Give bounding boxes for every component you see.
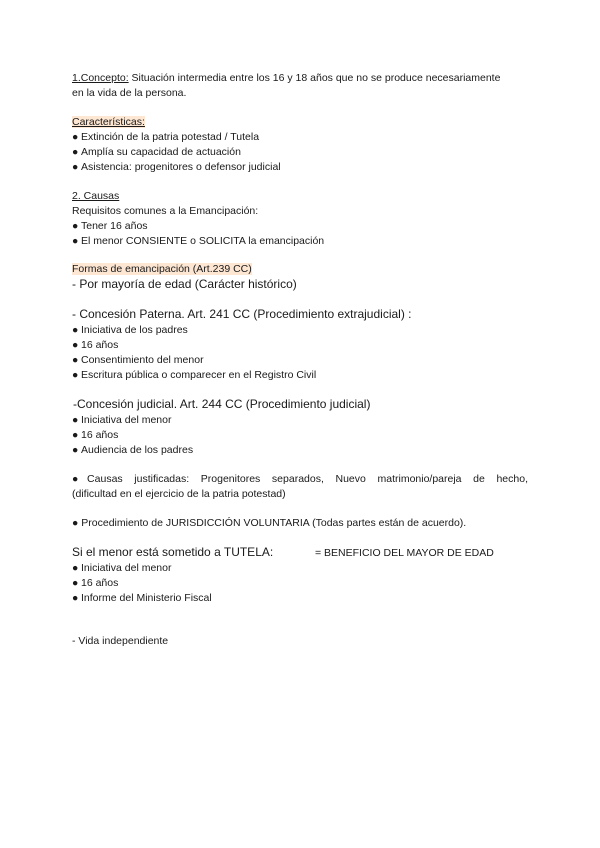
list-item-text: Iniciativa de los padres — [81, 324, 188, 336]
bullet-icon: ● — [72, 429, 79, 441]
tutela-title: Si el menor está sometido a TUTELA: — [72, 545, 274, 559]
list-item — [72, 234, 324, 248]
caracteristicas-heading — [72, 115, 145, 129]
mayoria-line: - Por mayoría de edad (Carácter histórico) — [72, 277, 297, 291]
bullet-icon: ● — [72, 161, 79, 173]
causas-heading — [72, 189, 119, 203]
vida-independiente: - Vida independiente — [72, 635, 169, 647]
list-item — [72, 353, 204, 367]
bullet-icon: ● — [72, 339, 79, 351]
list-item — [72, 561, 171, 575]
bullet-icon: ● — [72, 562, 79, 574]
list-item — [72, 443, 193, 457]
list-item — [72, 368, 316, 382]
causas-justificadas-line-1: ●Causas justificadas: Progenitores separados, Nuevo matrimonio/pareja de hecho, — [72, 473, 528, 485]
causas-heading-text: 2. Causas — [72, 190, 120, 202]
list-item-text: 16 años — [81, 577, 119, 589]
list-item — [72, 576, 118, 590]
concepto-heading: 1.Concepto: — [72, 72, 129, 84]
list-item-text: Iniciativa del menor — [81, 562, 172, 574]
causas-justificadas-line-2: (dificultad en el ejercicio de la patria potestad) — [72, 488, 286, 500]
beneficio-text: = BENEFICIO DEL MAYOR DE EDAD — [315, 547, 494, 559]
list-item — [72, 413, 171, 427]
concepto-text: Situación intermedia entre los 16 y 18 años que no se produce necesariamente — [128, 72, 501, 84]
requisitos-title: Requisitos comunes a la Emancipación: — [72, 205, 259, 217]
bullet-icon: ● — [72, 369, 79, 381]
bullet-icon: ● — [72, 444, 79, 456]
procedimiento-line: ● Procedimiento de JURISDICCIÓN VOLUNTARIA (Todas partes están de acuerdo). — [72, 517, 467, 529]
list-item-text: Consentimiento del menor — [81, 354, 204, 366]
list-item-text: Informe del Ministerio Fiscal — [81, 592, 212, 604]
formas-heading — [72, 262, 252, 276]
bullet-icon: ● — [72, 220, 79, 232]
list-item-text: El menor CONSIENTE o SOLICITA la emancipación — [81, 235, 325, 247]
list-item-text: Iniciativa del menor — [81, 414, 172, 426]
list-item-text: Asistencia: progenitores o defensor judicial — [81, 161, 281, 173]
paterna-title: - Concesión Paterna. Art. 241 CC (Procedimiento extrajudicial) : — [72, 307, 412, 321]
list-item — [72, 219, 148, 233]
bullet-icon: ● — [72, 354, 79, 366]
concepto-line-1 — [72, 71, 500, 85]
caracteristicas-heading-text: Características: — [72, 116, 145, 128]
bullet-icon: ● — [72, 592, 79, 604]
bullet-icon: ● — [72, 324, 79, 336]
list-item — [72, 145, 241, 159]
judicial-title: -Concesión judicial. Art. 244 CC (Procedimiento judicial) — [73, 397, 371, 411]
list-item — [72, 428, 118, 442]
concepto-line-2: en la vida de la persona. — [72, 87, 187, 99]
list-item-text: Amplía su capacidad de actuación — [81, 146, 241, 158]
bullet-icon: ● — [72, 577, 79, 589]
list-item-text: 16 años — [81, 339, 119, 351]
list-item — [72, 591, 212, 605]
bullet-icon: ● — [72, 131, 79, 143]
list-item-text: Tener 16 años — [81, 220, 148, 232]
list-item-text: Extinción de la patria potestad / Tutela — [81, 131, 260, 143]
list-item-text: 16 años — [81, 429, 119, 441]
bullet-icon: ● — [72, 235, 79, 247]
list-item — [72, 338, 118, 352]
list-item-text: Escritura pública o comparecer en el Registro Civil — [81, 369, 317, 381]
list-item — [72, 323, 188, 337]
bullet-icon: ● — [72, 146, 79, 158]
list-item — [72, 130, 259, 144]
bullet-icon: ● — [72, 414, 79, 426]
list-item-text: Audiencia de los padres — [81, 444, 194, 456]
list-item — [72, 160, 281, 174]
formas-heading-text: Formas de emancipación (Art.239 CC) — [72, 263, 252, 275]
